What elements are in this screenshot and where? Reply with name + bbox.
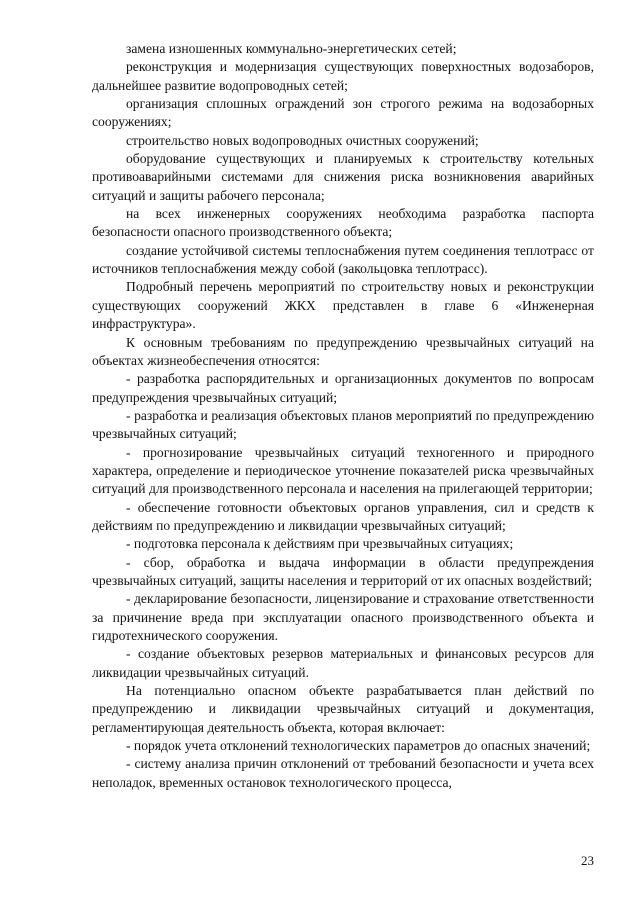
paragraph: оборудование существующих и планируемых к строительству котельных противоаварийными системами для снижения риска возникновения аварийных ситуаций и защиты рабочего персонала;	[92, 151, 594, 203]
list-item: - разработка распорядительных и организационных документов по вопросам предупреждения чрезвычайных ситуаций;	[92, 371, 594, 405]
paragraph: замена изношенных коммунально-энергетических сетей;	[126, 41, 457, 56]
list-item: - декларирование безопасности, лицензирование и страхование ответственности за причинение вреда при эксплуатации опасного производственного объекта и гидротехнического сооружения.	[92, 591, 594, 643]
paragraph: Подробный перечень мероприятий по строительству новых и реконструкции существующих сооружений ЖКХ представлен в главе 6 «Инженерная инфраструктура».	[92, 279, 594, 332]
list-item: - обеспечение готовности объектовых органов управления, сил и средств к действиям по предупреждению и ликвидации чрезвычайных ситуаций;	[92, 499, 594, 533]
list-item: - прогнозирование чрезвычайных ситуаций техногенного и природного характера, определение и периодическое уточнение показателей риска чрезвычайных ситуаций для производственного персонала и населения на прилегающей территории;	[92, 444, 594, 497]
list-item: - подготовка персонала к действиям при чрезвычайных ситуациях;	[126, 536, 514, 552]
list-item: - разработка и реализация объектовых планов мероприятий по предупреждению чрезвычайных ситуаций;	[92, 407, 594, 442]
paragraph: организация сплошных ограждений зон строгого режима на водозаборных сооружениях;	[92, 96, 594, 130]
paragraph: реконструкция и модернизация существующих поверхностных водозаборов, дальнейшее развитие водопроводных сетей;	[92, 59, 594, 93]
paragraph: на всех инженерных сооружениях необходима разработка паспорта безопасности опасного производственного объекта;	[92, 206, 594, 240]
paragraph: строительство новых водопроводных очистных сооружений;	[126, 132, 479, 148]
paragraph: К основным требованиям по предупреждению чрезвычайных ситуаций на объектах жизнеобеспечения относятся:	[92, 334, 594, 368]
list-item: - создание объектовых резервов материальных и финансовых ресурсов для ликвидации чрезвычайных ситуаций.	[92, 646, 594, 680]
page-number: 23	[581, 853, 594, 868]
list-item: - систему анализа причин отклонений от требований безопасности и учета всех неполадок, временных остановок технологического процесса,	[92, 756, 594, 790]
page-body	[92, 40, 594, 792]
list-item: - порядок учета отклонений технологических параметров до опасных значений;	[126, 738, 591, 754]
paragraph: создание устойчивой системы теплоснабжения путем соединения теплотрасс от источников теплоснабжения между собой (закольцовка теплотрасс).	[92, 242, 594, 277]
list-item: - сбор, обработка и выдача информации в области предупреждения чрезвычайных ситуаций, защиты населения и территорий от их опасных воздействий;	[92, 554, 594, 588]
paragraph: На потенциально опасном объекте разрабатывается план действий по предупреждению и ликвидации чрезвычайных ситуаций и документация, регламентирующая деятельность объекта, которая включает:	[92, 683, 594, 735]
